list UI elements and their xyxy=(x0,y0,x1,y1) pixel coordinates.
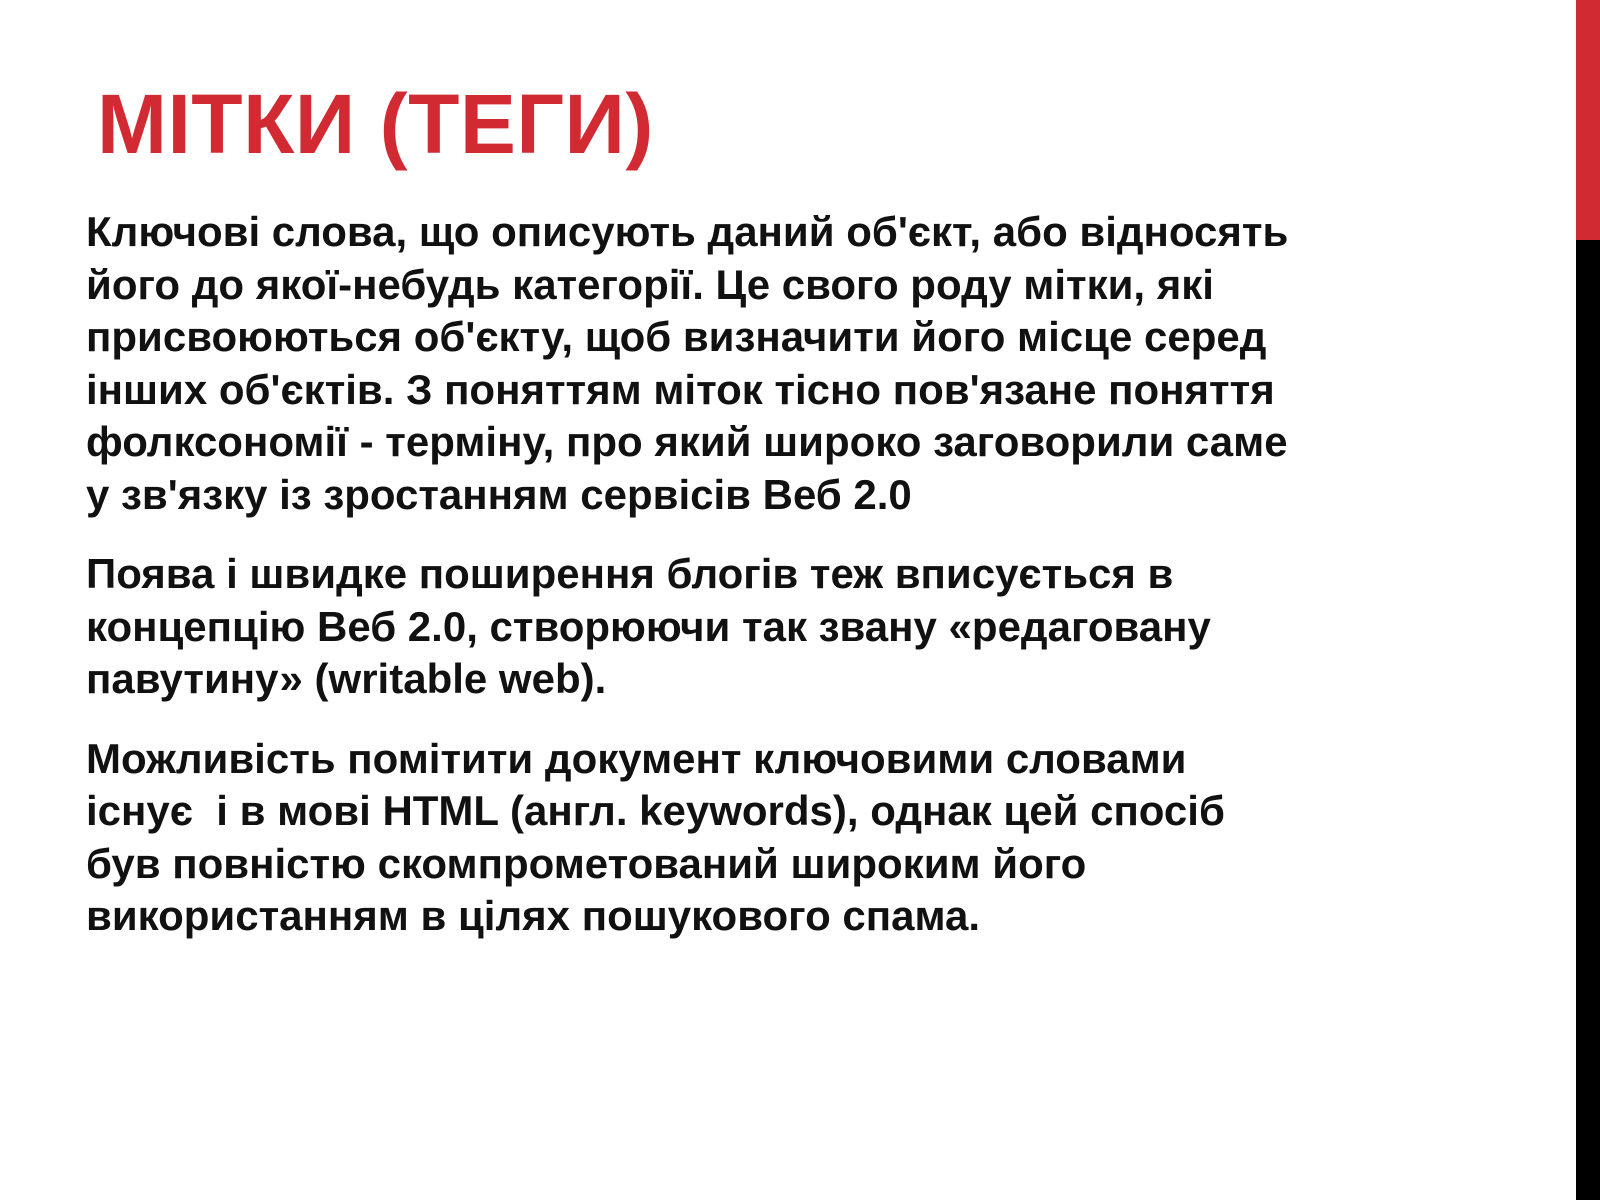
slide-body xyxy=(86,206,1546,970)
paragraph-tags-definition: Ключові слова, що описують даний об'єкт, або відносять його до якої-небудь категорії. Це свого роду мітки, які присвоюються об'єкту, щоб визначити його місце серед інших об'єктів. З поняттям міток тісно пов'язане поняття фолксономії - терміну, про який широко заговорили саме у зв'язку із зростанням сервісів Веб 2.0 xyxy=(86,208,1289,518)
accent-bar-red xyxy=(1576,0,1600,240)
paragraph-html-keywords: Можливість помітити документ ключовими словами існує і в мові HTML (англ. keywords), однак цей спосіб був повністю скомпрометований широким його використанням в цілях пошукового спама. xyxy=(86,734,1225,939)
slide-title: МІТКИ (ТЕГИ) xyxy=(97,77,654,171)
accent-bar-black xyxy=(1576,240,1600,1200)
paragraph-blogs: Поява і швидке поширення блогів теж вписується в концепцію Веб 2.0, створюючи так звану «редаговану павутину» (writable web). xyxy=(86,550,1211,702)
